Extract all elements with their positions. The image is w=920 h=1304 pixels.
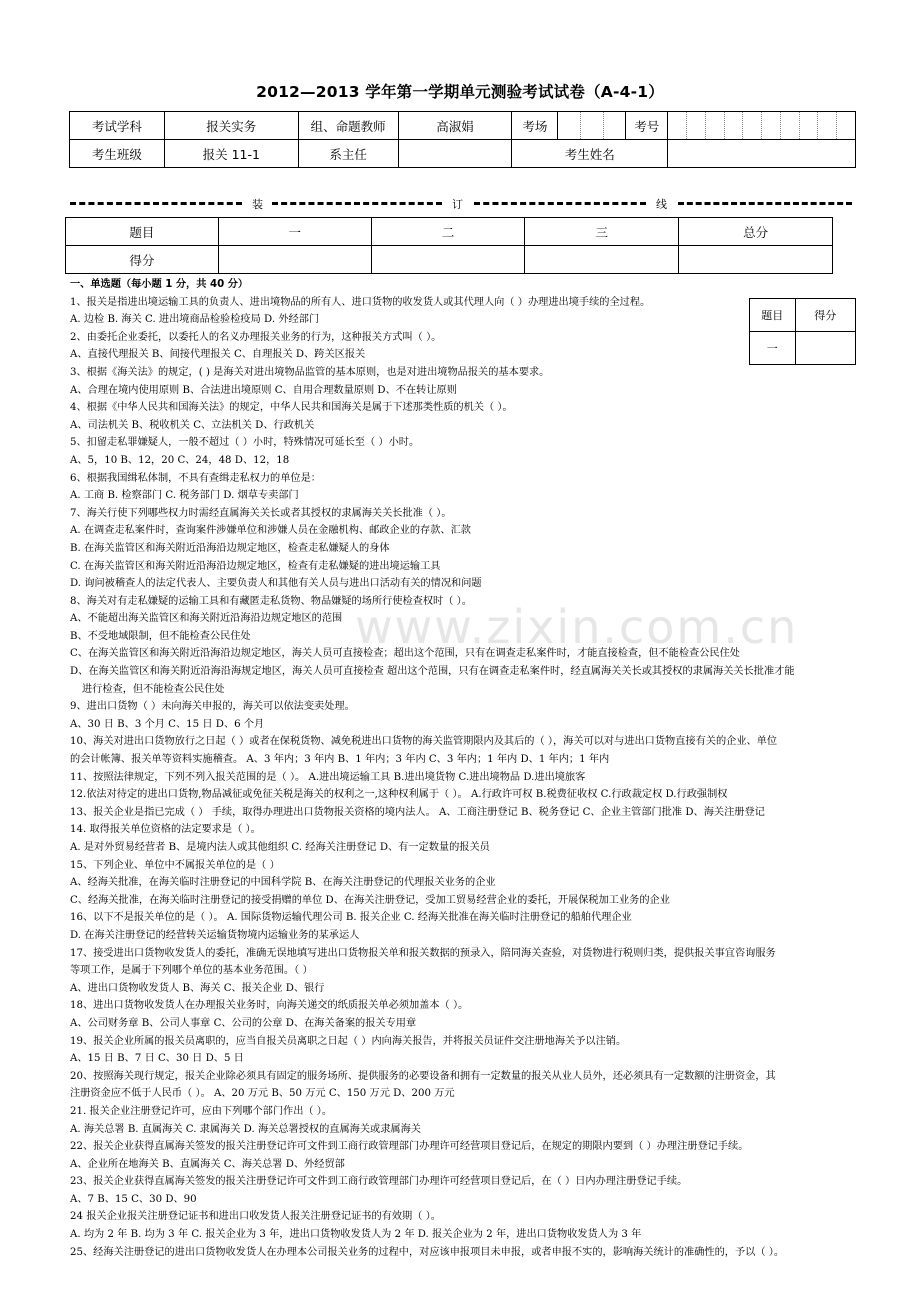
binding-line bbox=[70, 196, 852, 210]
question-line: 15、下列企业、单位中不属报关单位的是（ ） bbox=[70, 859, 280, 871]
question-line: 24 报关企业报关注册登记证书和进出口收发货人报关注册登记证书的有效期（ ）。 bbox=[70, 1211, 441, 1223]
exam-info-table bbox=[69, 111, 856, 168]
score-cell[interactable] bbox=[218, 246, 371, 274]
binding-char-c: 线 bbox=[656, 198, 667, 211]
class-label: 考生班级 bbox=[70, 140, 165, 168]
question-line: A. 工商 B. 检察部门 C. 税务部门 D. 烟草专卖部门 bbox=[70, 490, 299, 502]
question-line: 的会计帐簿、报关单等资料实施稽查。 A、3 年内；3 年内 B、1 年内；3 年内 C、3 年内；1 年内 D、1 年内；1 年内 bbox=[70, 754, 610, 766]
director-value[interactable] bbox=[398, 140, 512, 168]
score-cell[interactable] bbox=[679, 246, 833, 274]
question-line: D. 询问被稽查人的法定代表人、主要负责人和其他有关人员与进出口活动有关的情况和问题 bbox=[70, 578, 482, 590]
question-line: 14. 取得报关单位资格的法定要求是（ ）。 bbox=[70, 824, 261, 836]
question-line: B、不受地域限制，但不能检查公民住处 bbox=[70, 630, 251, 642]
question-line: 3、根据《海关法》的规定，( ) 是海关对进出境物品监管的基本原则，也是对进出境物品报关的基本要求。 bbox=[70, 366, 550, 378]
binding-dash bbox=[474, 202, 646, 205]
room-label: 考场 bbox=[512, 112, 558, 140]
question-line: A、进出口货物收发货人 B、海关 C、报关企业 D、银行 bbox=[70, 982, 325, 994]
score-header-1: 一 bbox=[218, 218, 371, 246]
watermark: www.zixin.com.cn bbox=[355, 600, 799, 654]
question-line: 10、海关对进出口货物放行之日起（ ）或者在保税货物、减免税进出口货物的海关监管期限内及其后的（ ），海关可以对与进出口货物直接有关的企业、单位 bbox=[70, 736, 778, 748]
room-boxes[interactable] bbox=[558, 112, 626, 140]
question-line: 1、报关是指进出境运输工具的负责人、进出境物品的所有人、进口货物的收发货人或其代理人向（ ）办理进出境手续的全过程。 bbox=[70, 296, 651, 308]
question-line: 23、报关企业获得直属海关签发的报关注册登记许可文件到工商行政管理部门办理许可经营项目登记后，在（ ）日内办理注册登记手续。 bbox=[70, 1176, 688, 1188]
binding-char-a: 装 bbox=[252, 198, 263, 211]
side-header-item: 题目 bbox=[750, 299, 796, 332]
question-line: A、5，10 B、12，20 C、24，48 D、12，18 bbox=[70, 454, 290, 466]
question-line: A、7 B、15 C、30 D、90 bbox=[70, 1193, 197, 1205]
question-line: A、经海关批准，在海关临时注册登记的中国科学院 B、在海关注册登记的代理报关业务的企业 bbox=[70, 877, 496, 889]
teacher-value: 高淑娟 bbox=[398, 112, 512, 140]
name-label: 考生姓名 bbox=[512, 140, 668, 168]
score-row-label: 得分 bbox=[66, 246, 219, 274]
score-cell[interactable] bbox=[525, 246, 679, 274]
question-line: 17、接受进出口货物收发货人的委托，准确无误地填写进出口货物报关单和报关数据的预录入，陪同海关查验，对货物进行税则归类，提供报关事宜咨询服务 bbox=[70, 947, 776, 959]
question-line: A、合理在境内使用原则 B、合法进出境原则 C、自用合理数量原则 D、不在转让原则 bbox=[70, 384, 457, 396]
score-table bbox=[65, 217, 833, 274]
question-line: A. 是对外贸易经营者 B、是境内法人或其他组织 C. 经海关注册登记 D、有一定数量的报关员 bbox=[70, 842, 490, 853]
subject-label: 考试学科 bbox=[70, 112, 165, 140]
question-line: B. 在海关监管区和海关附近沿海沿边规定地区，检查走私嫌疑人的身体 bbox=[70, 542, 390, 554]
question-line: 20、按照海关现行规定，报关企业除必须具有固定的服务场所、提供服务的必要设备和拥有一定数量的报关从业人员外，还必须具有一定数额的注册资金，其 bbox=[70, 1070, 776, 1082]
question-line: 2、由委托企业委托，以委托人的名义办理报关业务的行为，这种报关方式叫（ ）。 bbox=[70, 331, 442, 343]
question-line: 13、报关企业是指已完成（ ） 手续，取得办理进出口货物报关资格的境内法人。 A、工商注册登记 B、税务登记 C、企业主管部门批准 D、海关注册登记 bbox=[70, 806, 765, 818]
question-line: A. 海关总署 B. 直属海关 C. 隶属海关 D. 海关总署授权的直属海关或隶属海关 bbox=[70, 1123, 421, 1135]
score-header-3: 三 bbox=[525, 218, 679, 246]
binding-dash bbox=[678, 202, 852, 205]
question-line: C. 在海关监管区和海关附近沿海沿边规定地区，检查有走私嫌疑的进出境运输工具 bbox=[70, 560, 441, 572]
question-line: 11、按照法律规定，下列不列入报关范围的是（ ）。 A.进出境运输工具 B.进出境货物 C.进出境物品 D.进出境旅客 bbox=[70, 771, 586, 783]
question-line: 25、经海关注册登记的进出口货物收发货人在办理本公司报关业务的过程中，对应该申报项目未申报，或者申报不实的，影响海关统计的准确性的，予以（ ）。 bbox=[70, 1246, 785, 1258]
question-line: 19、报关企业所属的报关员离职的，应当自报关员离职之日起（ ）内向海关报告，并将报关员证件交注册地海关予以注销。 bbox=[70, 1035, 627, 1047]
director-label: 系主任 bbox=[298, 140, 398, 168]
number-boxes[interactable] bbox=[668, 112, 856, 140]
question-line: 6、根据我国缉私体制，不具有查缉走私权力的单位是： bbox=[70, 472, 321, 484]
question-line: 16、以下不是报关单位的是（ ）。 A. 国际货物运输代理公司 B. 报关企业 C. 经海关批准在海关临时注册登记的船舶代理企业 bbox=[70, 912, 632, 924]
question-line: A、司法机关 B、税收机关 C、立法机关 D、行政机关 bbox=[70, 419, 315, 431]
score-cell[interactable] bbox=[371, 246, 525, 274]
side-row-label: 一 bbox=[750, 332, 796, 365]
class-value: 报关 11-1 bbox=[164, 140, 298, 168]
question-line: D、在海关监管区和海关附近沿海沿海规定地区，海关人员可直接检查 超出这个范围，只有在调查走私案件时，经直属海关关长或其授权的隶属海关关长批准才能 bbox=[70, 666, 795, 678]
binding-char-b: 订 bbox=[452, 198, 463, 211]
question-line: 等项工作，是属于下列哪个单位的基本业务范围。（ ） bbox=[70, 965, 313, 977]
question-line: 8、海关对有走私嫌疑的运输工具和有藏匿走私货物、物品嫌疑的场所行使检查权时（ ）。 bbox=[70, 595, 472, 607]
number-label: 考号 bbox=[626, 112, 668, 140]
question-line: D. 在海关注册登记的经营转关运输货物境内运输业务的某承运人 bbox=[70, 929, 360, 941]
question-line: A、企业所在地海关 B、直属海关 C、海关总署 D、外经贸部 bbox=[70, 1158, 345, 1170]
score-header-2: 二 bbox=[371, 218, 525, 246]
question-line: 7、海关行使下列哪些权力时需经直属海关关长或者其授权的隶属海关关长批准（ ）。 bbox=[70, 507, 452, 519]
question-list bbox=[70, 276, 855, 1261]
question-line: A、公司财务章 B、公司人事章 C、公司的公章 D、在海关备案的报关专用章 bbox=[70, 1017, 417, 1029]
question-line: A、15 日 B、7 日 C、30 日 D、5 日 bbox=[70, 1053, 244, 1065]
exam-title: 2012—2013 学年第一学期单元测验考试试卷（A-4-1） bbox=[256, 83, 664, 101]
question-line: A. 边检 B. 海关 C. 进出境商品检验检疫局 D. 外经部门 bbox=[70, 314, 320, 326]
name-value[interactable] bbox=[668, 140, 856, 168]
question-line: C、经海关批准，在海关临时注册登记的接受捐赠的单位 D、在海关注册登记，受加工贸易经营企业的委托，开展保税加工业务的企业 bbox=[70, 894, 670, 906]
side-header-score: 得分 bbox=[795, 299, 855, 332]
score-header-item: 题目 bbox=[66, 218, 219, 246]
binding-dash bbox=[70, 202, 242, 205]
subject-value: 报关实务 bbox=[164, 112, 298, 140]
section-heading: 一、单选题（每小题 1 分，共 40 分） bbox=[70, 279, 249, 290]
question-line: 4、根据《中华人民共和国海关法》的规定，中华人民共和国海关是属于下述那类性质的机关（ ）。 bbox=[70, 402, 513, 414]
question-line: 22、报关企业获得直属海关签发的报关注册登记许可文件到工商行政管理部门办理许可经营项目登记后，在规定的期限内要到（ ）办理注册登记手续。 bbox=[70, 1141, 749, 1153]
binding-dash bbox=[272, 202, 442, 205]
question-line: C、在海关监管区和海关附近沿海沿边规定地区，海关人员可直接检查；超出这个范围，只有在调查走私案件时，才能直接检查，但不能检查公民住处 bbox=[70, 648, 740, 660]
question-line: 5、扣留走私罪嫌疑人，一般不超过（ ）小时，特殊情况可延长至（ ）小时。 bbox=[70, 437, 420, 449]
question-line: 进行检查，但不能检查公民住处 bbox=[82, 683, 225, 695]
question-line: 9、进出口货物（ ）未向海关申报的，海关可以依法变卖处理。 bbox=[70, 701, 355, 713]
teacher-label: 组、命题教师 bbox=[298, 112, 398, 140]
question-line: 注册资金应不低于人民币（ ）。 A、20 万元 B、50 万元 C、150 万元 D、200 万元 bbox=[70, 1088, 455, 1100]
question-line: A、直接代理报关 B、间接代理报关 C、自理报关 D、跨关区报关 bbox=[70, 349, 366, 361]
question-line: 12.依法对待定的进出口货物,物品减征或免征关税是海关的权利之一,这种权利属于（ ）。 A.行政许可权 B.税费征收权 C.行政裁定权 D.行政强制权 bbox=[70, 789, 728, 801]
question-line: A. 在调查走私案件时，查询案件涉嫌单位和涉嫌人员在金融机构、邮政企业的存款、汇款 bbox=[70, 525, 471, 537]
question-line: 21. 报关企业注册登记许可，应由下列哪个部门作出（ ）。 bbox=[70, 1105, 333, 1117]
question-line: A、30 日 B、3 个月 C、15 日 D、6 个月 bbox=[70, 718, 265, 730]
question-line: 18、进出口货物收发货人在办理报关业务时，向海关递交的纸质报关单必须加盖本（ ）。 bbox=[70, 1000, 469, 1012]
question-line: A. 均为 2 年 B. 均为 3 年 C. 报关企业为 3 年，进出口货物收发货人为 2 年 D. 报关企业为 2 年，进出口货物收发货人为 3 年 bbox=[70, 1229, 642, 1241]
score-header-total: 总分 bbox=[679, 218, 833, 246]
question-line: A、不能超出海关监管区和海关附近沿海沿边规定地区的范围 bbox=[70, 613, 343, 625]
